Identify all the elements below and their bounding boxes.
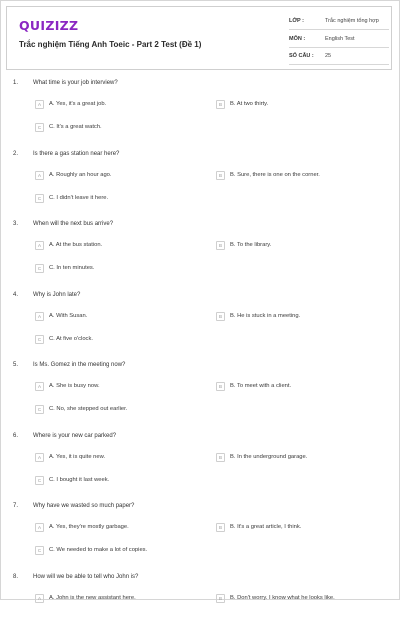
question-item (0, 362, 400, 428)
option-letter-box[interactable]: A (35, 382, 44, 391)
question-number: 4. (13, 291, 19, 298)
meta-row-count (289, 50, 389, 65)
question-text: Is there a gas station near here? (33, 150, 120, 157)
option-letter-box[interactable]: A (35, 171, 44, 180)
option-letter-box[interactable]: B (216, 453, 225, 462)
option-text: A. Yes, it is quite new. (49, 453, 106, 460)
option-text: A. Roughly an hour ago. (49, 171, 112, 178)
question-item (0, 503, 400, 569)
question-item (0, 221, 400, 287)
question-text: Why have we wasted so much paper? (33, 503, 135, 509)
option-letter-box[interactable]: A (35, 312, 44, 321)
option-text: C. It's a great watch. (49, 124, 102, 130)
option-text: B. To the library. (230, 242, 272, 248)
option-letter-box[interactable]: A (35, 100, 44, 109)
option-letter-box[interactable]: C (35, 194, 44, 203)
option-letter-box[interactable]: A (35, 594, 44, 603)
option-text: B. He is stuck in a meeting. (230, 312, 301, 319)
option-text: A. John is the new assistant here. (49, 594, 136, 601)
option-text: A. At the bus station. (49, 242, 103, 248)
option-letter-box[interactable]: B (216, 241, 225, 250)
option-letter-box[interactable]: B (216, 382, 225, 391)
question-number: 5. (13, 362, 19, 368)
option-text: A. With Susan. (49, 312, 88, 319)
option-letter-box[interactable]: A (35, 453, 44, 462)
question-text: When will the next bus arrive? (33, 221, 114, 227)
option-letter-box[interactable]: B (216, 594, 225, 603)
meta-value: Trắc nghiệm tổng hợp (325, 18, 379, 24)
option-text: B. In the underground garage. (230, 453, 308, 460)
option-text: A. Yes, it's a great job. (49, 101, 107, 107)
question-number: 8. (13, 573, 19, 580)
option-text: B. At two thirty. (230, 101, 269, 107)
meta-row-class (289, 15, 389, 30)
option-letter-box[interactable]: C (35, 335, 44, 344)
question-item (0, 574, 400, 640)
question-text: What time is your job interview? (33, 80, 118, 86)
option-letter-box[interactable]: C (35, 546, 44, 555)
question-item (0, 80, 400, 146)
question-number: 2. (13, 150, 19, 157)
worksheet-header (6, 6, 392, 70)
option-text: B. Don't worry. I know what he looks like. (230, 594, 335, 601)
option-text: A. Yes, they're mostly garbage. (49, 524, 129, 530)
meta-label: SỐ CÂU : (289, 53, 314, 59)
page-title: Trắc nghiệm Tiếng Anh Toeic - Part 2 Test (Đề 1) (19, 40, 202, 49)
option-letter-box[interactable]: B (216, 171, 225, 180)
option-text: B. To meet with a client. (230, 383, 292, 389)
question-text: Why is John late? (33, 291, 81, 298)
option-letter-box[interactable]: C (35, 476, 44, 485)
option-text: C. I didn't leave it here. (49, 194, 109, 201)
option-text: B. It's a great article, I think. (230, 524, 302, 530)
question-number: 3. (13, 221, 19, 227)
meta-panel (289, 7, 393, 71)
option-text: C. We needed to make a lot of copies. (49, 547, 148, 553)
question-item (0, 433, 400, 499)
option-text: C. I bought it last week. (49, 476, 110, 483)
meta-label: MÔN : (289, 36, 306, 42)
quizizz-logo: QUIZIZZ (19, 18, 79, 33)
meta-value: 25 (325, 53, 332, 59)
option-letter-box[interactable]: A (35, 241, 44, 250)
question-text: Where is your new car parked? (33, 432, 117, 439)
option-letter-box[interactable]: C (35, 264, 44, 273)
option-letter-box[interactable]: C (35, 123, 44, 132)
question-number: 7. (13, 503, 19, 509)
option-text: C. In ten minutes. (49, 265, 95, 271)
option-letter-box[interactable]: B (216, 312, 225, 321)
option-letter-box[interactable]: C (35, 405, 44, 414)
question-item (0, 151, 400, 217)
meta-row-subject (289, 33, 389, 48)
question-number: 1. (13, 80, 19, 86)
option-text: A. She is busy now. (49, 383, 100, 389)
option-text: C. No, she stepped out earlier. (49, 406, 128, 412)
option-letter-box[interactable]: B (216, 100, 225, 109)
option-text: C. At five o'clock. (49, 335, 93, 342)
option-text: B. Sure, there is one on the corner. (230, 171, 320, 178)
question-text: How will we be able to tell who John is? (33, 573, 139, 580)
question-number: 6. (13, 432, 19, 439)
question-item (0, 292, 400, 358)
meta-value: English Test (325, 36, 355, 42)
meta-label: LỚP : (289, 18, 304, 24)
option-letter-box[interactable]: B (216, 523, 225, 532)
question-text: Is Ms. Gomez in the meeting now? (33, 362, 126, 368)
option-letter-box[interactable]: A (35, 523, 44, 532)
